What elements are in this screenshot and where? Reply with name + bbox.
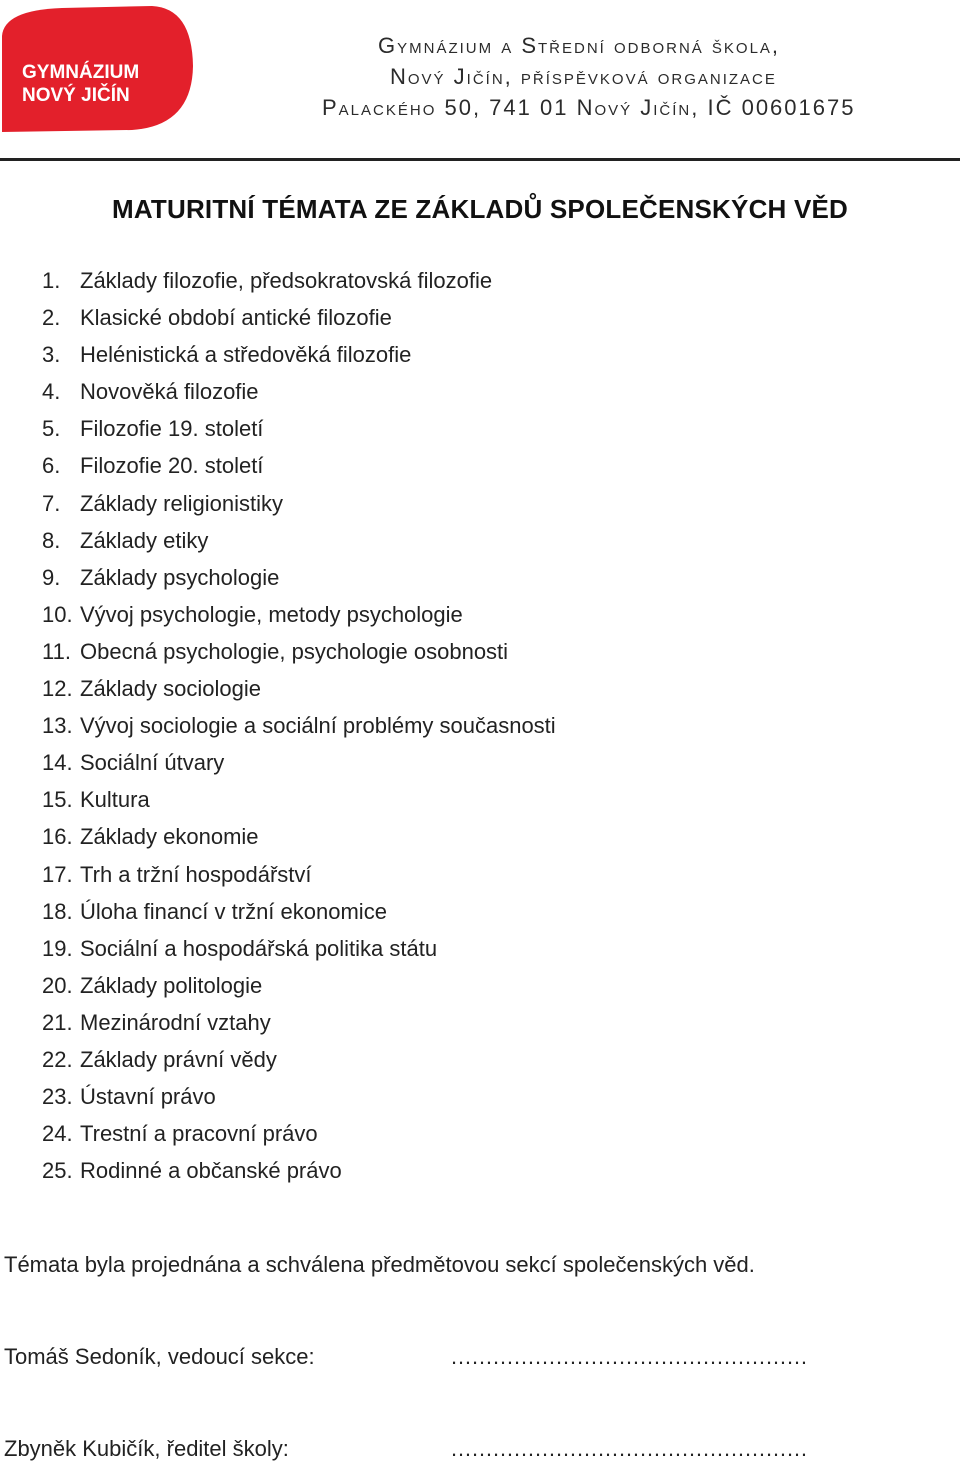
list-item — [42, 893, 556, 930]
document-title: MATURITNÍ TÉMATA ZE ZÁKLADŮ SPOLEČENSKÝCH VĚD — [111, 194, 849, 224]
list-item — [42, 447, 556, 484]
signature-label: Tomáš Sedoník, vedoucí sekce: — [4, 1344, 315, 1369]
list-item — [42, 373, 556, 410]
school-address-line: Palackého 50, 741 01 Nový Jičín, IČ 00601675 — [322, 95, 856, 120]
list-item — [42, 967, 556, 1004]
list-item — [42, 410, 556, 447]
list-item-number: 11. — [42, 638, 71, 664]
logo-shape — [2, 6, 194, 134]
list-item-number: 10. — [42, 601, 73, 627]
list-item-text: Základy ekonomie — [80, 824, 259, 850]
list-item — [42, 818, 556, 855]
list-item-text: Filozofie 19. století — [80, 416, 264, 442]
list-item — [42, 670, 556, 707]
approval-statement: Témata byla projednána a schválena předmětovou sekcí společenských věd. — [4, 1252, 755, 1277]
list-item-number: 22. — [42, 1046, 73, 1072]
list-item-text: Rodinné a občanské právo — [80, 1158, 342, 1184]
list-item — [42, 1152, 556, 1189]
signature-line: …………………………………………… — [450, 1344, 807, 1369]
list-item — [42, 262, 556, 299]
list-item-text: Základy religionistiky — [80, 490, 283, 516]
list-item — [42, 596, 556, 633]
list-item-number: 5. — [42, 416, 61, 442]
list-item — [42, 1115, 556, 1152]
list-item-text: Sociální útvary — [80, 750, 225, 776]
school-logo — [2, 6, 194, 134]
logo-text-line2: NOVÝ JIČÍN — [22, 85, 130, 106]
list-item-text: Základy filozofie, předsokratovská filozofie — [80, 268, 493, 293]
topics-list — [42, 262, 556, 1189]
list-item — [42, 744, 556, 781]
list-item-text: Základy sociologie — [80, 676, 261, 702]
list-item — [42, 559, 556, 596]
list-item-text: Vývoj psychologie, metody psychologie — [80, 601, 463, 627]
list-item-text: Základy právní vědy — [80, 1046, 277, 1072]
list-item-text: Helénistická a středověká filozofie — [80, 342, 412, 368]
list-item-number: 8. — [42, 527, 61, 553]
list-item-text: Základy psychologie — [80, 564, 280, 590]
school-name-line1: Gymnázium a Střední odborná škola, — [378, 33, 781, 58]
list-item — [42, 781, 556, 818]
list-item-number: 17. — [42, 861, 73, 887]
logo-text-line1: GYMNÁZIUM — [22, 62, 140, 83]
list-item-number: 9. — [42, 564, 61, 590]
list-item-number: 25. — [42, 1158, 73, 1184]
list-item-text: Vývoj sociologie a sociální problémy současnosti — [80, 713, 556, 739]
list-item-number: 21. — [42, 1009, 73, 1035]
signature-label: Zbyněk Kubičík, ředitel školy: — [4, 1436, 289, 1461]
list-item-text: Trh a tržní hospodářství — [80, 861, 312, 887]
list-item-number: 18. — [42, 898, 73, 924]
list-item-text: Základy etiky — [80, 527, 209, 553]
list-item — [42, 485, 556, 522]
list-item — [42, 856, 556, 893]
list-item-text: Kultura — [80, 787, 150, 813]
list-item-number: 4. — [42, 379, 61, 405]
list-item — [42, 633, 556, 670]
list-item — [42, 336, 556, 373]
list-item-text: Trestní a pracovní právo — [80, 1121, 318, 1147]
list-item-number: 1. — [42, 268, 61, 293]
list-item — [42, 1041, 556, 1078]
school-address-block — [322, 30, 942, 123]
list-item-number: 15. — [42, 787, 73, 813]
list-item-number: 16. — [42, 824, 73, 850]
list-item-number: 19. — [42, 935, 73, 961]
signature-row-head — [4, 1344, 807, 1370]
signature-line: …………………………………………… — [450, 1436, 807, 1461]
list-item-text: Novověká filozofie — [80, 379, 259, 405]
header-divider — [0, 158, 960, 161]
list-item-number: 23. — [42, 1084, 73, 1110]
list-item-text: Obecná psychologie, psychologie osobnosti — [80, 638, 509, 664]
list-item-text: Sociální a hospodářská politika státu — [80, 935, 438, 961]
list-item-number: 2. — [42, 305, 61, 331]
list-item-number: 6. — [42, 453, 61, 479]
list-item-text: Ústavní právo — [80, 1084, 216, 1110]
list-item-number: 7. — [42, 490, 61, 516]
list-item — [42, 707, 556, 744]
list-item-text: Filozofie 20. století — [80, 453, 264, 479]
school-name-line2: Nový Jičín, příspěvková organizace — [390, 64, 777, 89]
list-item-text: Mezinárodní vztahy — [80, 1009, 271, 1035]
list-item — [42, 930, 556, 967]
list-item — [42, 1004, 556, 1041]
list-item-number: 20. — [42, 972, 73, 998]
list-item-text: Úloha financí v tržní ekonomice — [80, 898, 387, 924]
list-item-number: 14. — [42, 750, 73, 776]
list-item-number: 13. — [42, 713, 73, 739]
list-item — [42, 522, 556, 559]
list-item-text: Základy politologie — [80, 972, 263, 998]
list-item — [42, 299, 556, 336]
list-item-number: 12. — [42, 676, 73, 702]
list-item-number: 3. — [42, 342, 61, 368]
list-item-number: 24. — [42, 1121, 73, 1147]
list-item-text: Klasické období antické filozofie — [80, 305, 392, 331]
list-item — [42, 1078, 556, 1115]
signature-row-director — [4, 1436, 807, 1462]
